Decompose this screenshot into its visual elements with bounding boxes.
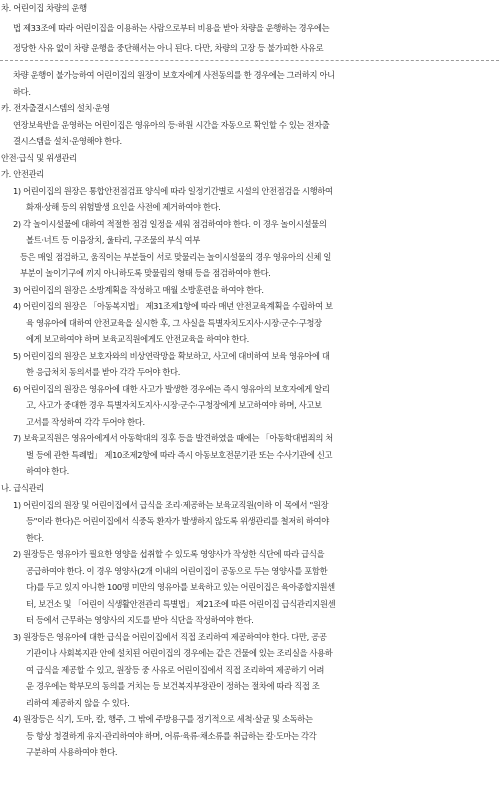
text-line: 카. 전자출결시스템의 설치·운영: [1, 103, 110, 114]
text-line: 리하여 제공하지 않을 수 있다.: [26, 697, 130, 708]
text-line: 연장보육반을 운영하는 어린이집은 영유아의 등·하원 시간을 자동으로 확인할 수 있는 전자출: [13, 119, 330, 130]
text-line: 차량 운행이 불가능하여 어린이집의 원장이 보호자에게 사전동의를 한 경우에는 그러하지 아니: [13, 70, 335, 80]
text-line: 결시스템을 설치·운영해야 한다.: [13, 136, 122, 147]
text-line: 차. 어린이집 차량의 운행: [1, 3, 87, 13]
text-line: 3) 어린이집의 원장은 소방계획을 작성하고 매월 소방훈련을 하여야 한다.: [13, 284, 264, 295]
text-line: 4) 원장등은 식기, 도마, 칼, 행주, 그 밖에 주방용구를 정기적으로 세척·살균 및 소독하는: [13, 714, 313, 725]
text-line: 등"이라 한다)은 어린이집에서 식중독 환자가 발생하지 않도록 위생관리를 철저히 하여야: [26, 516, 329, 527]
text-line: 1) 어린이집의 원장 및 어린이집에서 급식을 조리·제공하는 보육교직원(이하 이 목에서 "원장: [13, 499, 329, 510]
text-line: 터, 보건소 및 「어린이 식생활안전관리 특별법」 제21조에 따른 어린이집 급식관리지원센: [26, 598, 336, 609]
text-line: 나. 급식관리: [1, 483, 44, 493]
text-line: 고, 사고가 중대한 경우 특별자치도지사·시장·군수·구청장에게 보고하여야 하며, 사고보: [26, 400, 322, 411]
text-line: 1) 어린이집의 원장은 통합안전점검표 양식에 따라 일정기간별로 시설의 안전점검을 시행하여: [13, 185, 333, 196]
text-line: 화재·상해 등의 위험발생 요인을 사전에 제거하여야 한다.: [26, 202, 221, 213]
text-line: 등은 매일 점검하고, 움직이는 부분들이 서로 맞물리는 놀이시설물의 경우 영유아의 신체 일: [20, 251, 332, 262]
text-line: 한다.: [26, 532, 44, 543]
text-line: 4) 어린이집의 원장은 「아동복지법」 제31조제1항에 따라 매년 안전교육계획을 수립하여 보: [13, 301, 333, 312]
text-line: 공급하여야 한다. 이 경우 영양사(2개 이내의 어린이집이 공동으로 두는 영양사를 포함한: [26, 565, 328, 576]
text-line: 2) 원장등은 영유아가 필요한 영양을 섭취할 수 있도록 영양사가 작성한 식단에 따라 급식을: [13, 549, 325, 560]
text-line: 에게 보고하여야 하며 보육교직원에게도 안전교육을 하여야 한다.: [26, 334, 249, 345]
text-line: 여 급식을 제공할 수 있고, 원장등 중 사유로 어린이집에서 직접 조리하여 제공하기 어려: [26, 664, 325, 675]
text-line: 터 등에서 근무하는 영양사의 지도를 받아 식단을 작성하여야 한다.: [26, 615, 254, 626]
text-line: 2) 각 놀이시설물에 대하여 적절한 점검 일정을 세워 점검하여야 한다. 이 경우 놀이시설물의: [13, 218, 327, 229]
text-line: 하여야 한다.: [26, 466, 69, 477]
text-line: 법 제33조에 따라 어린이집을 이용하는 사람으로부터 비용을 받아 차량을 운행하는 경우에는: [13, 23, 330, 33]
page-divider: [0, 60, 499, 61]
text-line: 등 항상 청결하게 유지·관리하여야 하며, 어류·육류·채소류를 취급하는 칼·도마는 각각: [26, 730, 317, 741]
text-line: 구분하여 사용하여야 한다.: [26, 747, 118, 758]
text-line: 벌 등에 관한 특례법」 제10조제2항에 따라 즉시 아동보호전문기관 또는 수사기관에 신고: [26, 449, 333, 460]
text-line: 육 영유아에 대하여 안전교육을 실시한 후, 그 사실을 특별자치도지사·시장·군수·구청장: [26, 317, 322, 328]
text-line: 한 응급처치 동의서를 받아 각각 두어야 한다.: [26, 367, 180, 378]
text-line: 정당한 사유 없이 차량 운행을 중단해서는 아니 된다. 다만, 차량의 고장 등 불가피한 사유로: [13, 43, 324, 53]
text-line: 3) 원장등은 영유아에 대한 급식을 어린이집에서 직접 조리하여 제공하여야 한다. 다만, 공공: [13, 631, 327, 642]
text-line: 5) 어린이집의 원장은 보호자와의 비상연락망을 확보하고, 사고에 대비하여 보육 영유아에 대: [13, 350, 330, 361]
text-line: 가. 안전관리: [1, 169, 44, 180]
text-line: 부분이 놀이기구에 끼지 아니하도록 맞물림의 형태 등을 점검하여야 한다.: [20, 268, 271, 279]
text-line: 고서를 작성하여 각각 두어야 한다.: [26, 416, 145, 427]
text-line: 7) 보육교직원은 영유아에게서 아동학대의 징후 등을 발견하였을 때에는 「아동학대범죄의 처: [13, 433, 333, 444]
text-line: 다)를 두고 있지 아니한 100명 미만의 영유아를 보육하고 있는 어린이집은 육아종합지원센: [26, 582, 335, 593]
text-line: 볼트·너트 등 이음장치, 울타리, 구조물의 부식 여부: [26, 235, 200, 246]
text-line: 기관이나 사회복지관 안에 설치된 어린이집의 경우에는 같은 건물에 있는 조리실을 사용하: [26, 648, 333, 659]
text-line: 6) 어린이집의 원장은 영유아에 대한 사고가 발생한 경우에는 즉시 영유아의 보호자에게 알리: [13, 383, 330, 394]
text-line: 운 경우에는 학부모의 동의를 거치는 등 보건복지부장관이 정하는 절차에 따라 직접 조: [26, 681, 320, 692]
text-line: 안전·급식 및 위생관리: [1, 152, 77, 163]
text-line: 하다.: [13, 86, 31, 97]
